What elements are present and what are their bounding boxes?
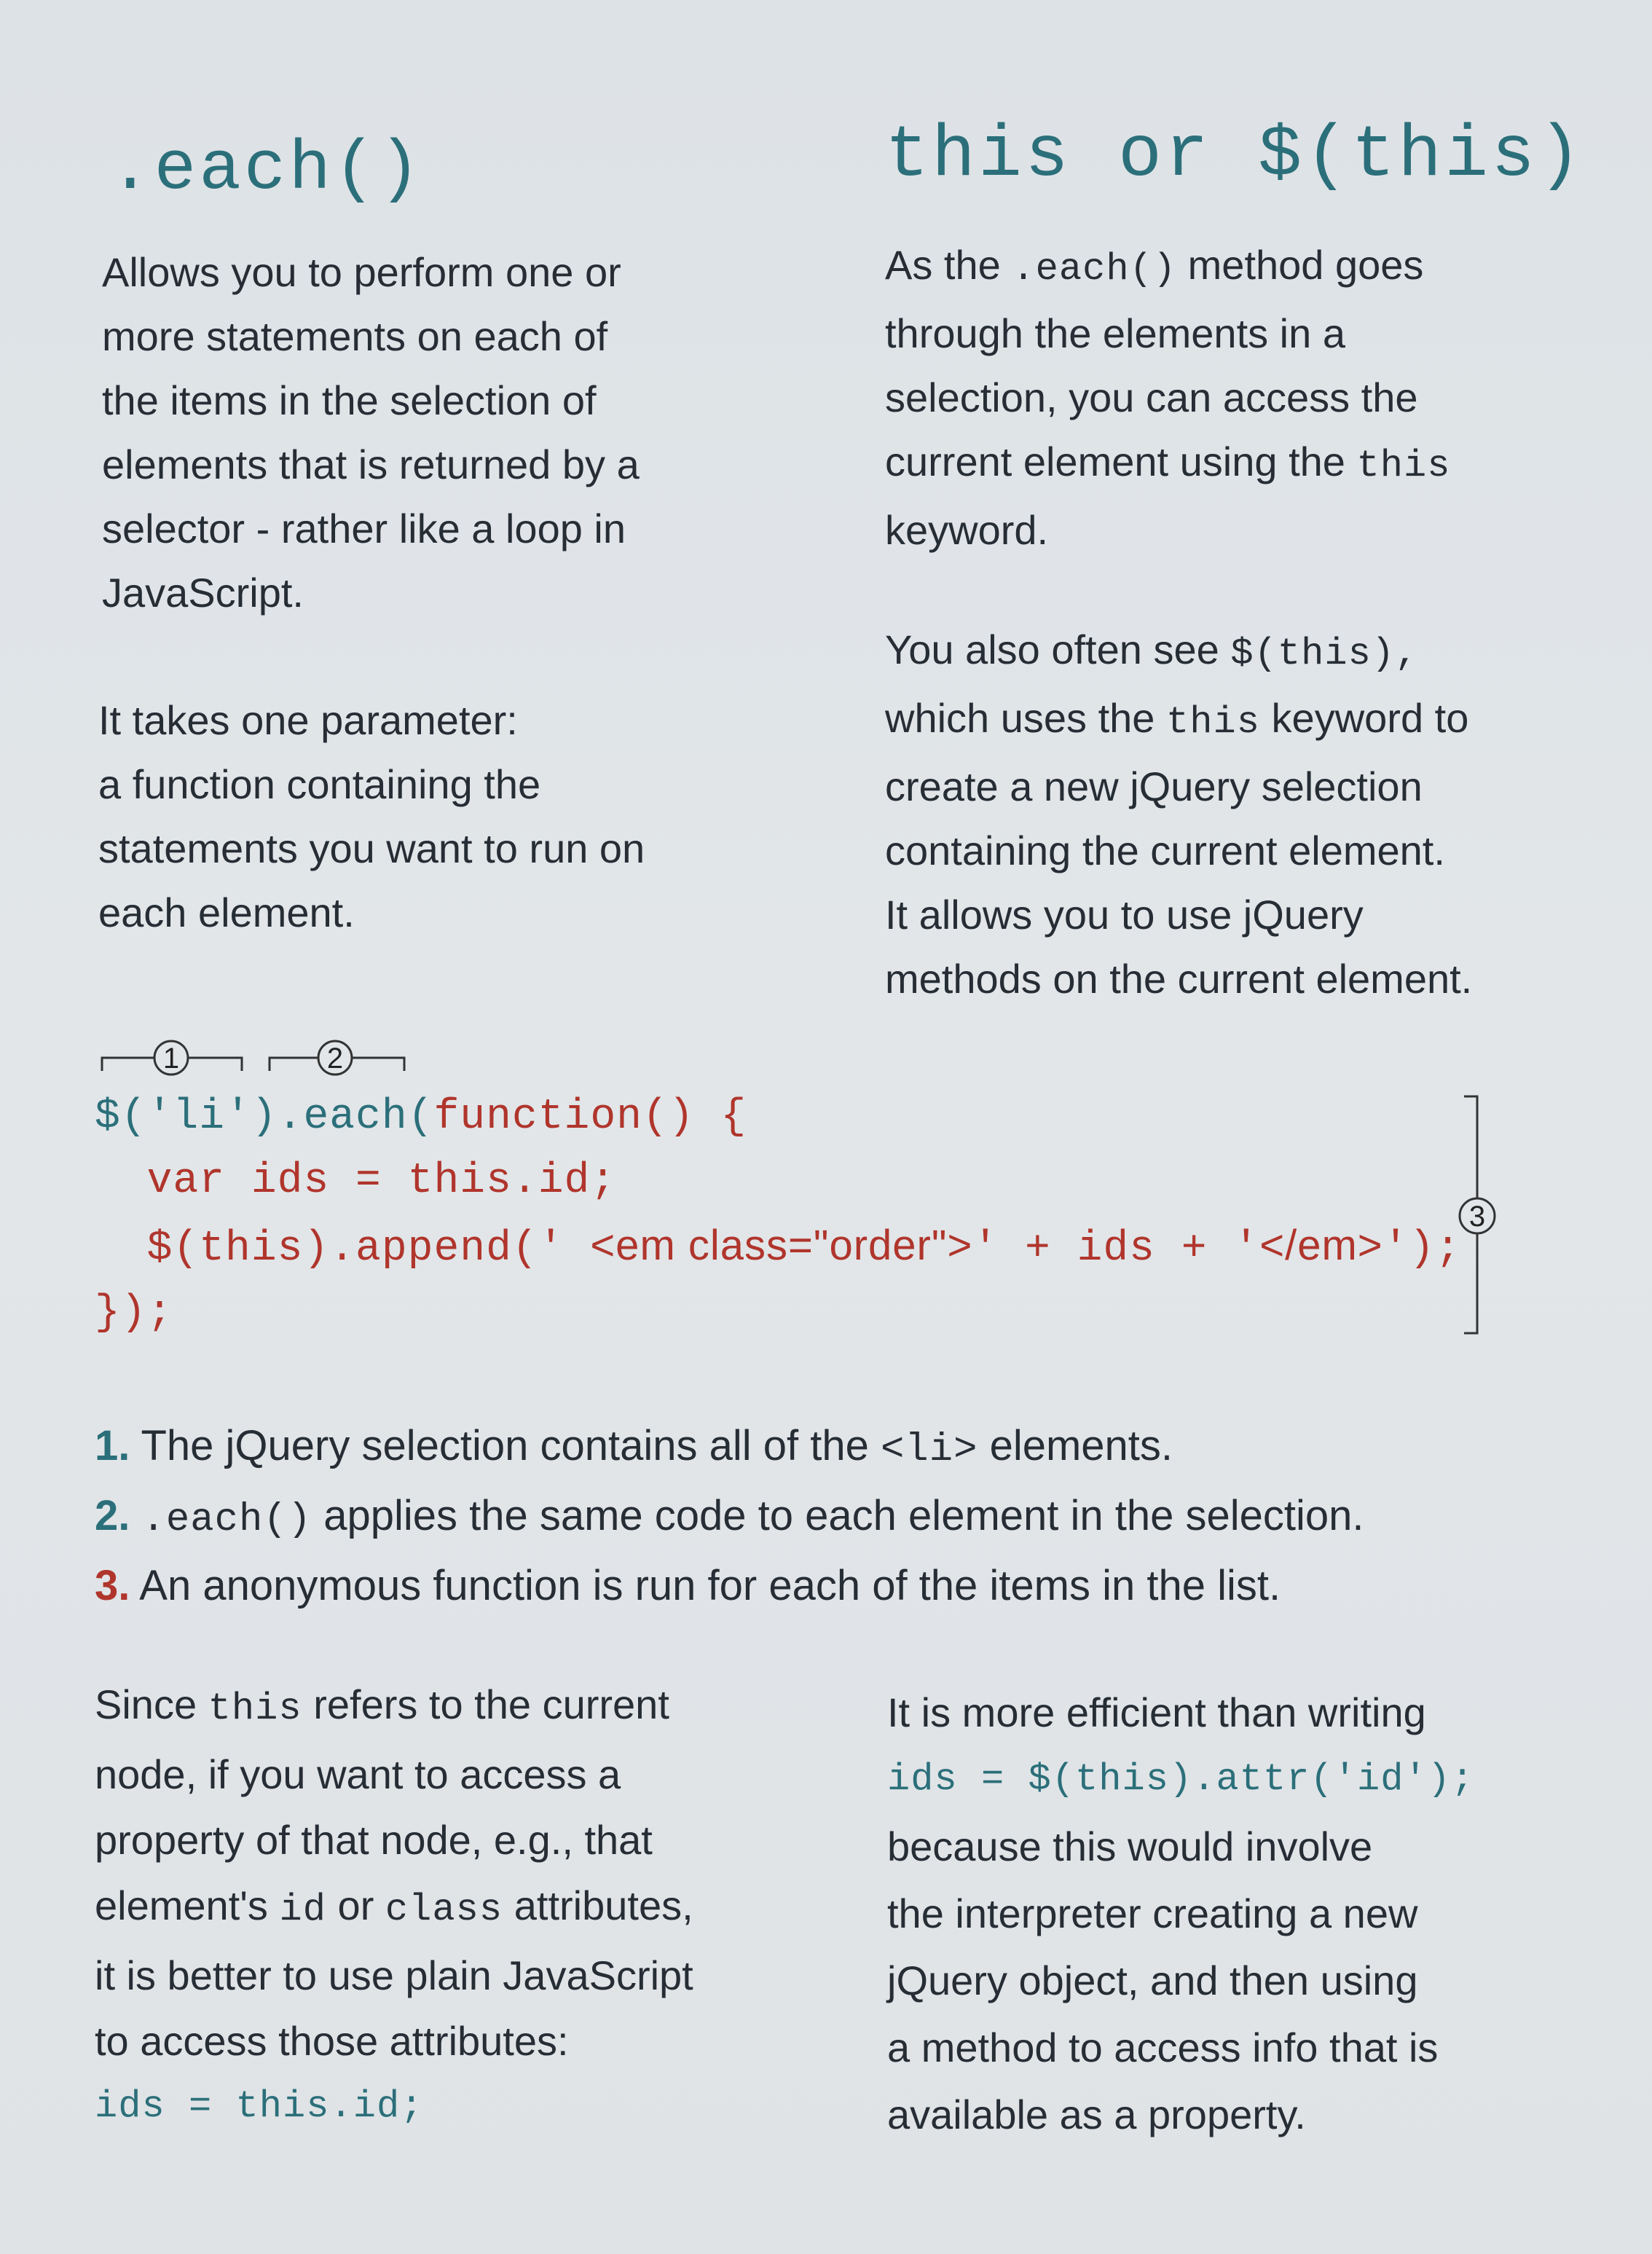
intro-line: Allows you to perform one or — [102, 249, 621, 295]
br-line: It is more efficient than writing — [887, 1689, 1426, 1735]
bl-line: property of that node, e.g., that — [95, 1817, 653, 1863]
br-line: the interpreter creating a new — [887, 1890, 1418, 1936]
this-line: current element using the this — [885, 439, 1451, 487]
this-line: which uses the this keyword to — [885, 695, 1469, 744]
intro-line: selector - rather like a loop in — [102, 506, 626, 551]
bl-line: to access those attributes: — [95, 2018, 569, 2064]
bottom-left-paragraph — [95, 1672, 693, 2140]
br-line: a method to access info that is — [887, 2025, 1439, 2070]
code-line-1: $('li').each(function() { — [95, 1093, 747, 1141]
bl-line: Since this refers to the current — [95, 1681, 669, 1730]
br-line: because this would involve — [887, 1823, 1373, 1869]
br-line: available as a property. — [887, 2092, 1306, 2137]
this-line: through the elements in a — [885, 310, 1345, 356]
this-line: As the .each() method goes — [885, 242, 1424, 291]
this-line: methods on the current element. — [885, 956, 1473, 1002]
intro-line: JavaScript. — [102, 570, 304, 616]
intro-line: elements that is returned by a — [102, 441, 640, 487]
param-line: statements you want to run on — [98, 825, 645, 871]
bottom-right-paragraph — [887, 1679, 1474, 2148]
intro-line: more statements on each of — [102, 313, 608, 359]
callout-2-label: 2 — [326, 1042, 344, 1075]
step-1: 1. The jQuery selection contains all of the <li> elements. — [95, 1422, 1173, 1472]
bl-line: node, if you want to access a — [95, 1751, 621, 1797]
this-line: containing the current element. — [885, 828, 1445, 873]
br-line: jQuery object, and then using — [887, 1957, 1418, 2003]
this-line: selection, you can access the — [885, 374, 1418, 420]
this-line: You also often see $(this), — [885, 627, 1419, 675]
callout-3-label: 3 — [1468, 1201, 1486, 1233]
step-3: 3. An anonymous function is run for each of the items in the list. — [95, 1562, 1281, 1609]
param-line: It takes one parameter: — [98, 697, 518, 743]
code-line-4: }); — [95, 1289, 173, 1337]
code-line-2: var ids = this.id; — [95, 1158, 617, 1205]
param-line: each element. — [98, 890, 355, 935]
steps-list — [95, 1413, 1364, 1623]
this-line: It allows you to use jQuery — [885, 892, 1364, 938]
bl-line: it is better to use plain JavaScript — [95, 1952, 693, 1998]
this-line: create a new jQuery selection — [885, 763, 1423, 809]
bl-line: element's id or class attributes, — [95, 1882, 693, 1931]
each-method-heading: .each() — [109, 130, 424, 209]
callout-1-label: 1 — [162, 1042, 180, 1075]
param-line: a function containing the — [98, 761, 541, 807]
step-2: 2. .each() applies the same code to each element in the selection. — [95, 1492, 1364, 1542]
br-code-line: ids = $(this).attr('id'); — [887, 1758, 1475, 1801]
bl-code-line: ids = this.id; — [95, 2085, 424, 2128]
code-line-3: $(this).append(' <em class="order">' + ids + '</em>'); — [95, 1222, 1462, 1273]
this-heading: this or $(this) — [885, 115, 1585, 197]
code-example — [95, 1085, 1461, 1346]
this-line: keyword. — [885, 507, 1049, 553]
intro-line: the items in the selection of — [102, 377, 597, 423]
